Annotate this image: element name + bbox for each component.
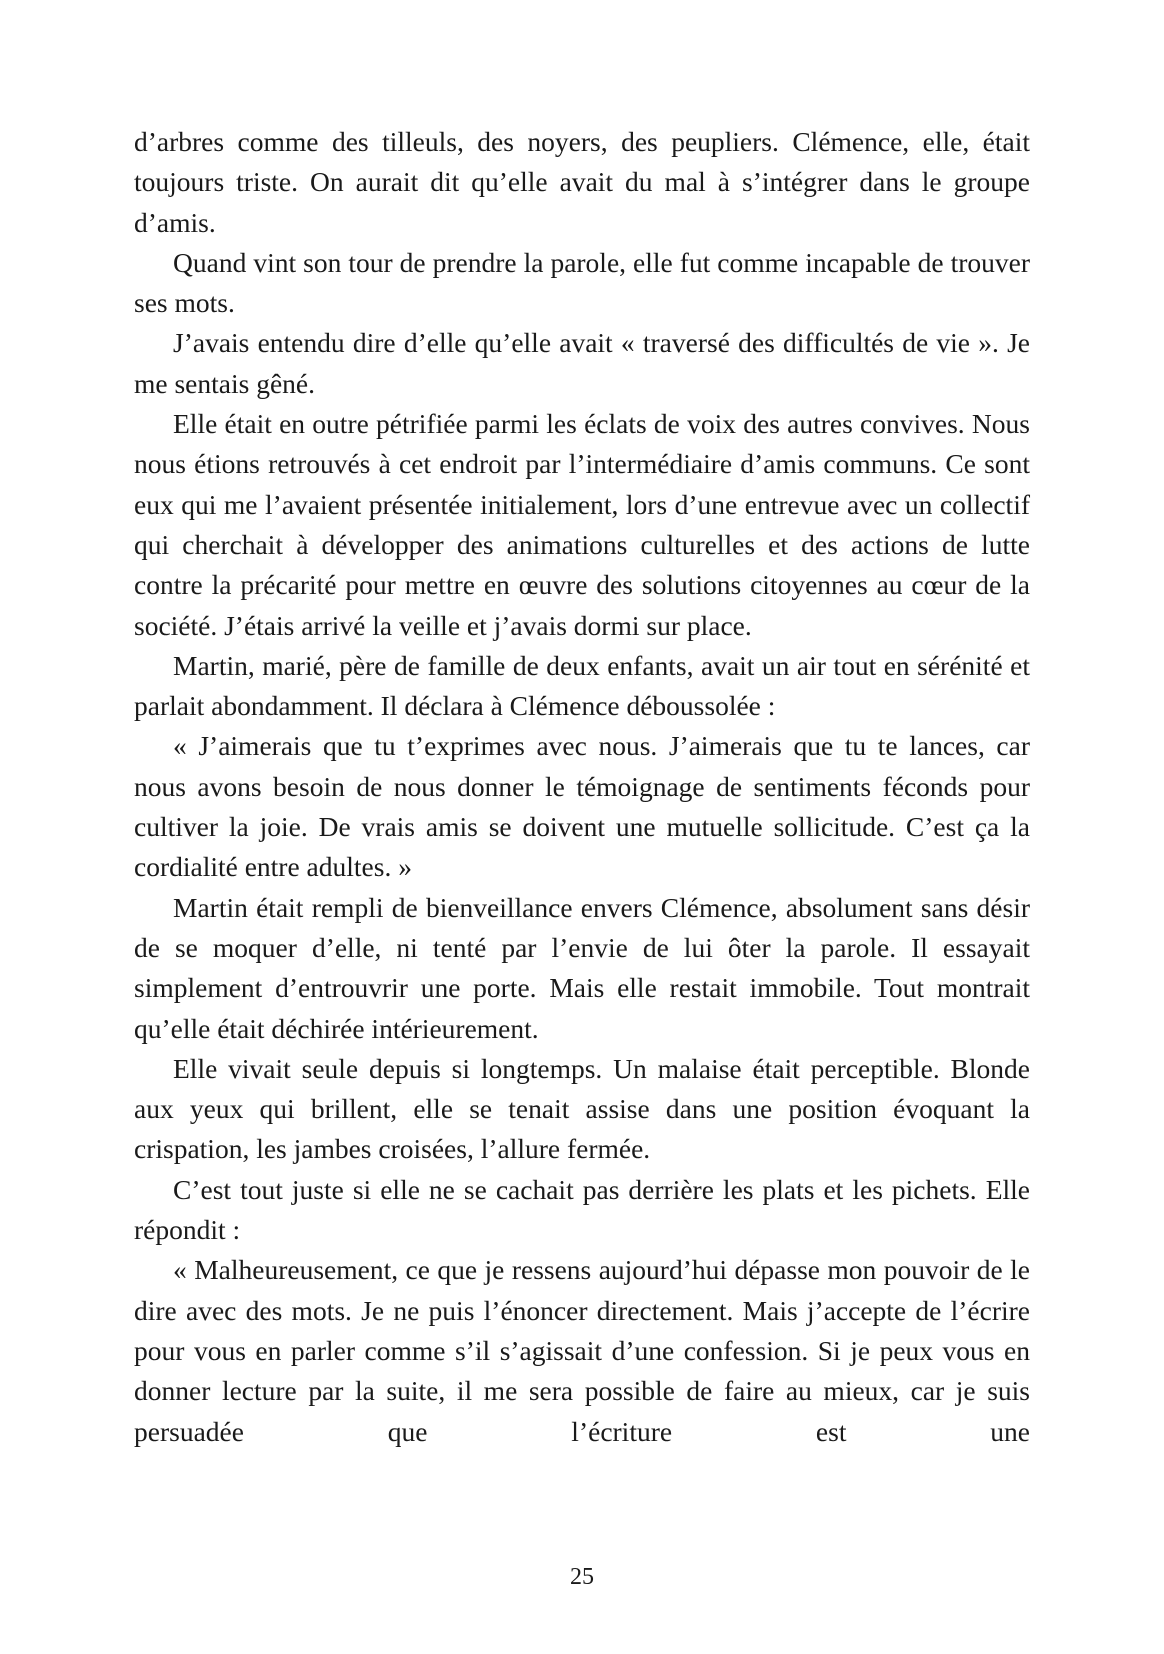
body-text xyxy=(134,122,1030,1452)
paragraph-10: « Malheureusement, ce que je ressens aujourd’hui dépasse mon pouvoir de le dire avec des mots. Je ne puis l’énoncer directement. Mais j’accepte de l’écrire pour vous en parler comme s’il s’agissait d’une confession. Si je peux vous en donner lecture par la suite, il me sera possible de faire au mieux, car je suis persuadée que l’écriture est une xyxy=(134,1254,1030,1447)
paragraph-3: J’avais entendu dire d’elle qu’elle avait « traversé des difficultés de vie ». Je me sentais gêné. xyxy=(134,327,1030,399)
paragraph-9: C’est tout juste si elle ne se cachait pas derrière les plats et les pichets. Elle répondit : xyxy=(134,1173,1030,1246)
paragraph-1: d’arbres comme des tilleuls, des noyers, des peupliers. Clémence, elle, était toujours triste. On aurait dit qu’elle avait du mal à s’intégrer dans le groupe d’amis. xyxy=(134,126,1030,238)
paragraph-4: Elle était en outre pétrifiée parmi les éclats de voix des autres convives. Nous nous étions retrouvés à cet endroit par l’intermédiaire d’amis communs. Ce sont eux qui me l’avaient présentée initialement, lors d’une entrevue avec un collectif qui cherchait à développer des animations culturelles et des actions de lutte contre la précarité pour mettre en œuvre des solutions citoyennes au cœur de la société. J’étais arrivé la veille et j’avais dormi sur place. xyxy=(134,408,1030,641)
paragraph-8: Elle vivait seule depuis si longtemps. Un malaise était perceptible. Blonde aux yeux qui brillent, elle se tenait assise dans une position évoquant la crispation, les jambes croisées, l’allure fermée. xyxy=(134,1052,1030,1165)
paragraph-2: Quand vint son tour de prendre la parole, elle fut comme incapable de trouver ses mots. xyxy=(134,246,1030,319)
paragraph-7: Martin était rempli de bienveillance envers Clémence, absolument sans désir de se moquer d’elle, ni tenté par l’envie de lui ôter la parole. Il essayait simplement d’entrouvrir une porte. Mais elle restait immobile. Tout montrait qu’elle était déchirée intérieurement. xyxy=(134,891,1030,1044)
paragraph-6: « J’aimerais que tu t’exprimes avec nous. J’aimerais que tu te lances, car nous avons besoin de nous donner le témoignage de sentiments féconds pour cultiver la joie. De vrais amis se doivent une mutuelle sollicitude. C’est ça la cordialité entre adultes. » xyxy=(134,730,1030,883)
page-number: 25 xyxy=(570,1564,594,1590)
paragraph-5: Martin, marié, père de famille de deux enfants, avait un air tout en sérénité et parlait abondamment. Il déclara à Clémence déboussolée : xyxy=(134,649,1030,722)
